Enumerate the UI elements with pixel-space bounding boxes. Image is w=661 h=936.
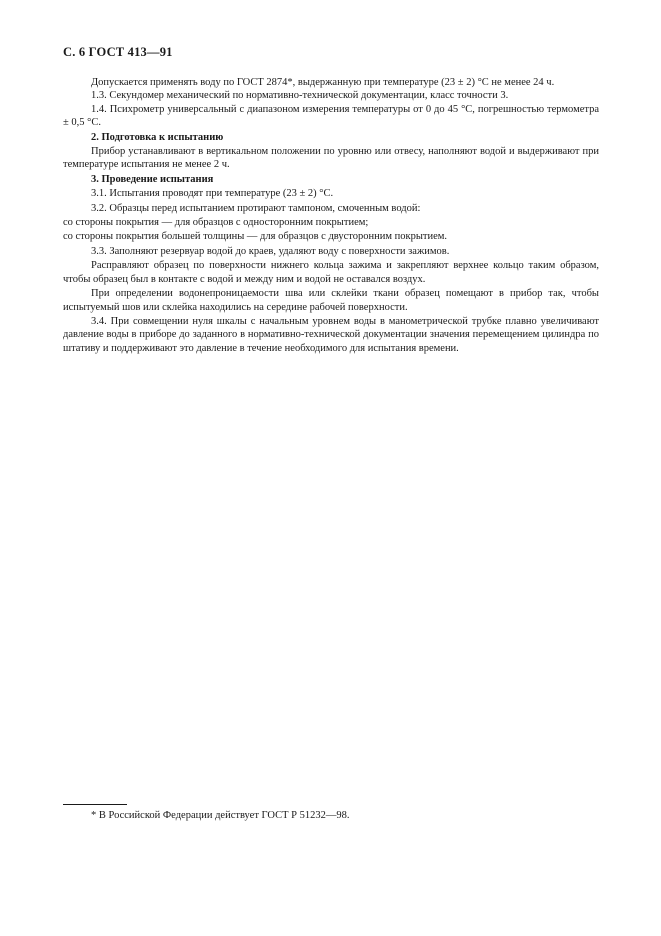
paragraph-1-3: 1.3. Секундомер механический по нормативно-технической документации, класс точности 3. xyxy=(91,90,509,102)
list-item-two-side: со стороны покрытия большей толщины — для образцов с двусторонним покрытием. xyxy=(63,231,448,243)
paragraph-2: Прибор устанавливают в вертикальном положении по уровню или отвесу, наполняют водой и выдерживают при температуре испытания не менее 2 ч. xyxy=(63,146,599,171)
page-header: С. 6 ГОСТ 413—91 xyxy=(63,45,173,59)
paragraph-water-note: Допускается применять воду по ГОСТ 2874*, выдержанную при температуре (23 ± 2) °С не менее 24 ч. xyxy=(91,77,555,88)
footnote: * В Российской Федерации действует ГОСТ Р 51232—98. xyxy=(91,810,350,821)
list-item-one-side: со стороны покрытия — для образцов с односторонним покрытием; xyxy=(63,217,369,229)
paragraph-seam-test: При определении водонепроницаемости шва или склейки ткани образец помещают в прибор так, чтобы испытуемый шов или склейка находились на середине рабочей поверхности. xyxy=(63,288,599,313)
paragraph-3-3: 3.3. Заполняют резервуар водой до краев, удаляют воду с поверхности зажимов. xyxy=(91,245,450,257)
document-body xyxy=(63,76,599,355)
footnote-divider xyxy=(63,804,127,805)
paragraph-1-4: 1.4. Психрометр универсальный с диапазоном измерения температуры от 0 до 45 °С, погрешностью термометра ± 0,5 °С. xyxy=(63,103,599,129)
paragraph-3-4: 3.4. При совмещении нуля шкалы с начальным уровнем воды в манометрической трубке плавно увеличивают давление воды в приборе до заданного в нормативно-технической документации значения перемещением цилиндра по штативу и поддерживают это давление в течение необходимого для испытания времени. xyxy=(63,315,599,354)
paragraph-3-2: 3.2. Образцы перед испытанием протирают тампоном, смоченным водой: xyxy=(91,202,421,214)
section-heading-3: 3. Проведение испытания xyxy=(91,173,214,185)
paragraph-3-1: 3.1. Испытания проводят при температуре (23 ± 2) °С. xyxy=(91,188,334,200)
paragraph-sample-mount: Расправляют образец по поверхности нижнего кольца зажима и закрепляют верхнее кольцо таким образом, чтобы образец был в контакте с водой и между ним и водой не оставался воздух. xyxy=(63,260,599,285)
section-heading-2: 2. Подготовка к испытанию xyxy=(91,131,224,143)
